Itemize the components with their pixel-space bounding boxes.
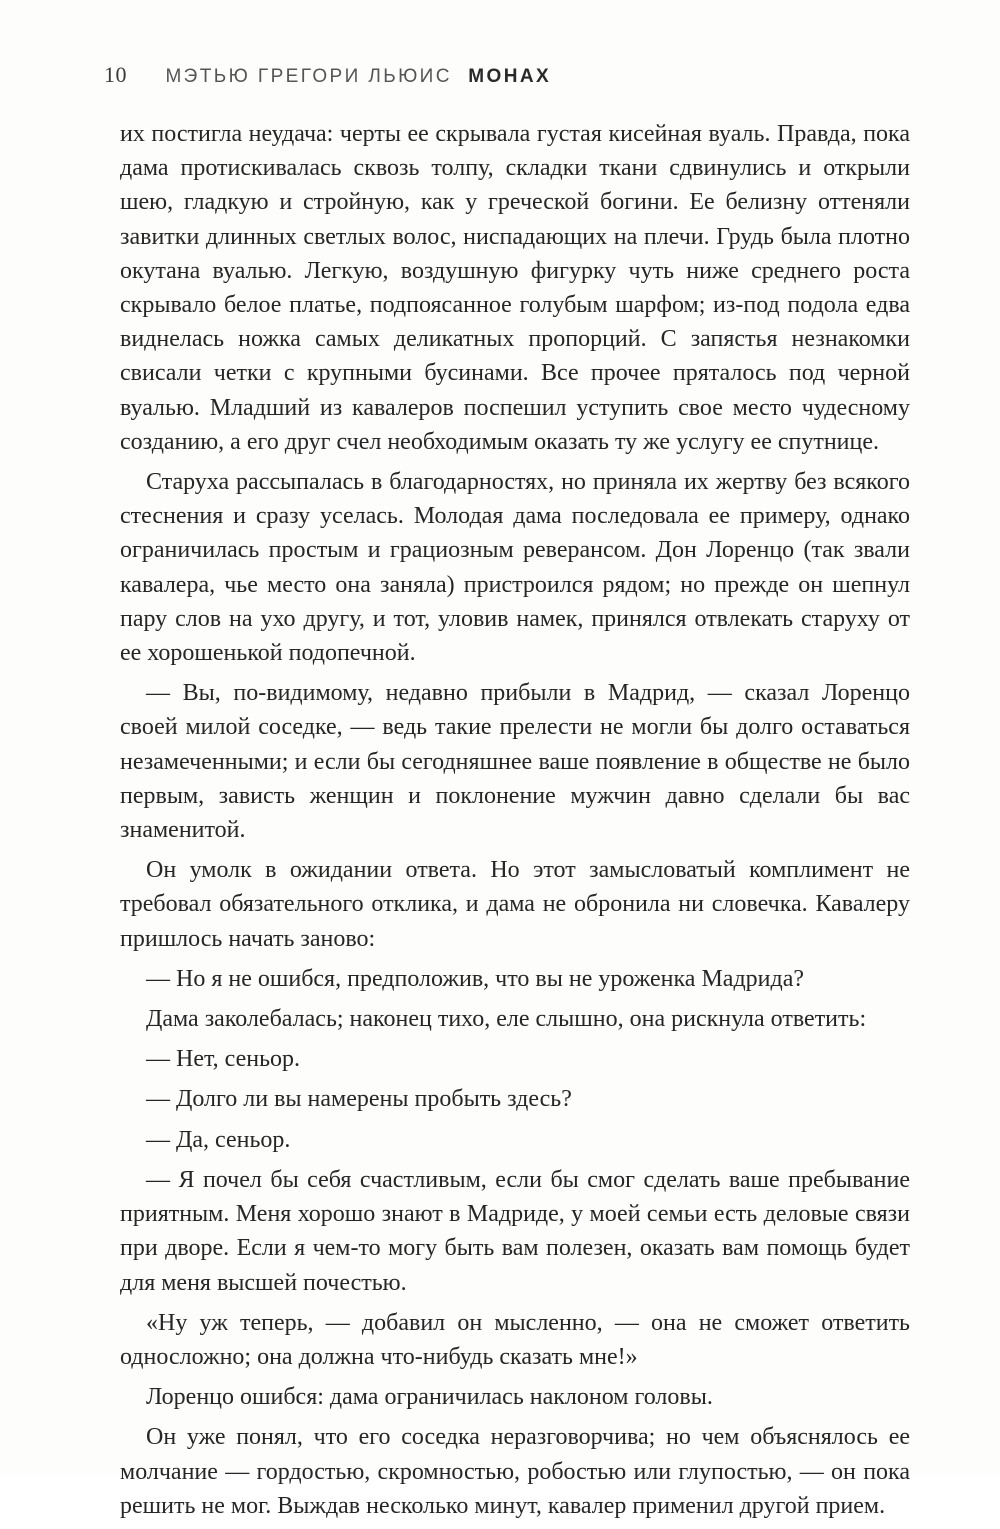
book-title: МОНАХ	[468, 66, 552, 87]
paragraph: их постигла неудача: черты ее скрывала густая кисейная вуаль. Правда, пока дама протискивалась сквозь толпу, складки ткани сдвинулись и открыли шею, гладкую и стройную, как у греческой богини. Ее белизну оттеняли завитки длинных светлых волос, ниспадающих на плечи. Грудь была плотно окутана вуалью. Легкую, воздушную фигурку чуть ниже среднего роста скрывало белое платье, подпоясанное голубым шарфом; из-под подола едва виднелась ножка самых деликатных пропорций. С запястья незнакомки свисали четки с крупными бусинами. Все прочее пряталось под черной вуалью. Младший из кавалеров поспешил уступить свое место чудесному созданию, а его друг счел необходимым оказать ту же услугу ее спутнице.	[120, 121, 910, 455]
dialogue-line: — Но я не ошибся, предположив, что вы не уроженка Мадрида?	[146, 965, 805, 992]
paragraph: Он уже понял, что его соседка неразговорчива; но чем объяснялось ее молчание — гордостью, скромностью, робостью или глупостью, — он пока решить не мог. Выждав несколько минут, кавалер применил другой прием.	[120, 1424, 910, 1519]
dialogue-line: — Я почел бы себя счастливым, если бы смог сделать ваше пребывание приятным. Меня хорошо знают в Мадриде, у моей семьи есть деловые связи при дворе. Если я чем-то могу быть вам полезен, оказать вам помощь будет для меня высшей почестью.	[120, 1166, 910, 1296]
paragraph: — Вы, по-видимому, недавно прибыли в Мадрид, — сказал Лоренцо своей милой соседке, — ведь такие прелести не могли бы долго оставаться незамеченными; и если бы сегодняшнее ваше появление в обществе не было первым, зависть женщин и поклонение мужчин давно сделали бы вас знаменитой.	[120, 680, 910, 844]
dialogue-line: — Нет, сеньор.	[146, 1046, 301, 1073]
paragraph: Старуха рассыпалась в благодарностях, но приняла их жертву без всякого стеснения и сразу уселась. Молодая дама последовала ее примеру, однако ограничилась простым и грациозным реверансом. Дон Лоренцо (так звали кавалера, чье место она заняла) пристроился рядом; но прежде он шепнул пару слов на ухо другу, и тот, уловив намек, принялся отвлекать старуху от ее хорошенькой подопечной.	[120, 469, 910, 667]
dialogue-line: — Да, сеньор.	[146, 1126, 291, 1153]
dialogue-line: — Долго ли вы намерены пробыть здесь?	[146, 1086, 572, 1113]
paragraph: Лоренцо ошибся: дама ограничилась наклоном головы.	[146, 1384, 713, 1411]
author-name: МЭТЬЮ ГРЕГОРИ ЛЬЮИС	[165, 66, 452, 87]
running-head	[104, 62, 910, 92]
paragraph: «Ну уж теперь, — добавил он мысленно, — она не сможет ответить односложно; она должна что-нибудь сказать мне!»	[120, 1309, 910, 1370]
paragraph: Он умолк в ожидании ответа. Но этот замысловатый комплимент не требовал обязательного отклика, и дама не обронила ни словечка. Кавалеру пришлось начать заново:	[120, 857, 910, 952]
body-text	[120, 117, 910, 1529]
page-number: 10	[104, 62, 127, 87]
dialogue-line: Дама заколебалась; наконец тихо, еле слышно, она рискнула ответить:	[146, 1006, 867, 1033]
